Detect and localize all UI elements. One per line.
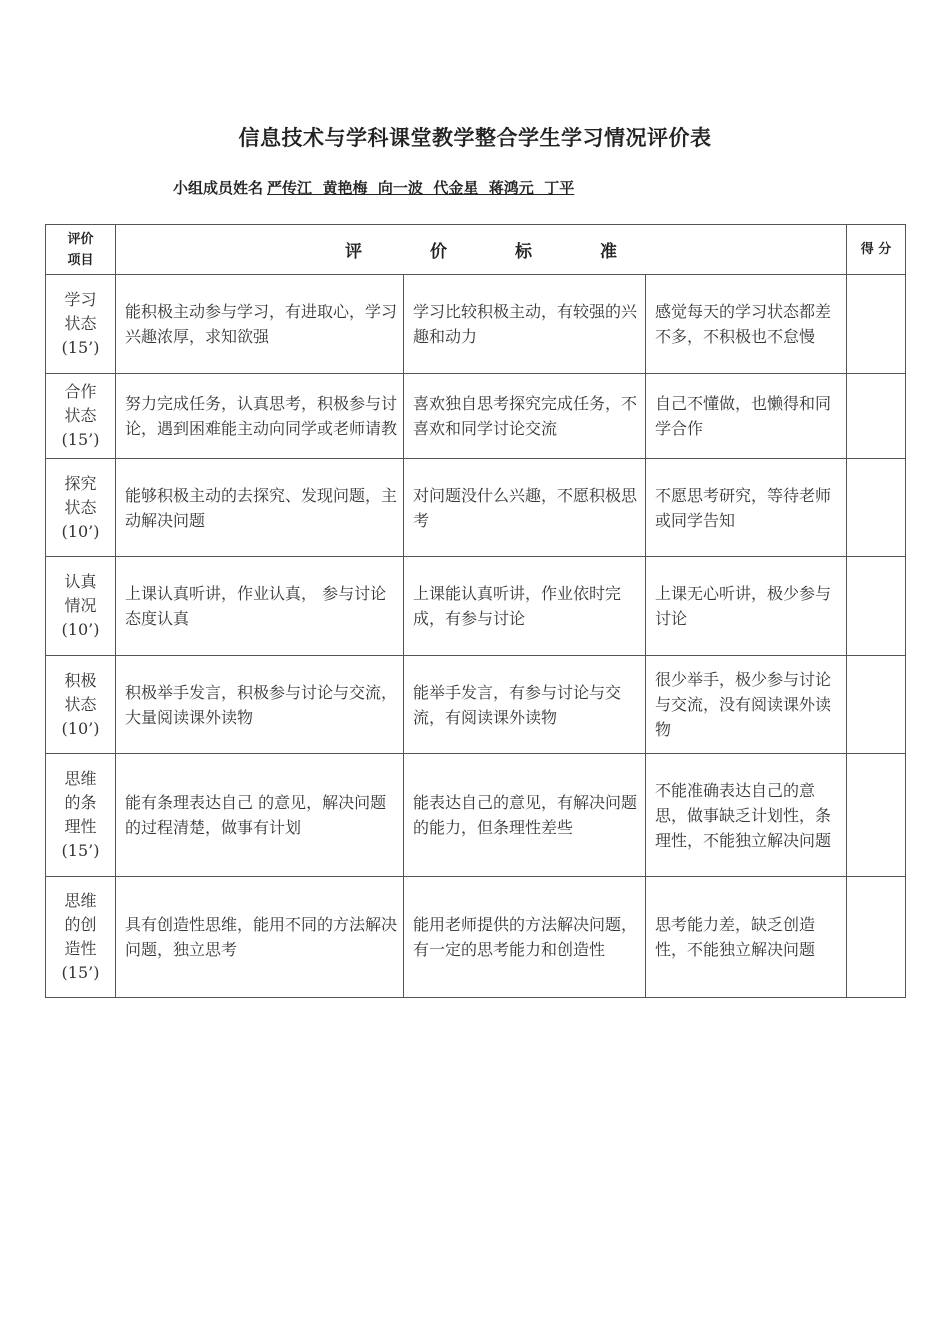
header-score-cell: 得 分 xyxy=(847,225,906,275)
criteria-cell: 能举手发言，有参与讨论与交流，有阅读课外读物 xyxy=(404,656,646,754)
header-standard-char: 评 xyxy=(345,242,363,262)
row-item-line: 思维 xyxy=(64,891,97,910)
row-item-line: 积极 xyxy=(64,670,97,690)
score-cell[interactable] xyxy=(847,754,906,877)
page-title: 信息技术与学科课堂教学整合学生学习情况评价表 xyxy=(238,126,712,150)
table-row xyxy=(46,557,906,656)
criteria-cell: 思考能力差，缺乏创造性，不能独立解决问题 xyxy=(646,877,847,998)
row-item-line: (15’) xyxy=(61,430,100,449)
criteria-cell: 能用老师提供的方法解决问题，有一定的思考能力和创造性 xyxy=(404,877,646,998)
row-item-line: (15’) xyxy=(61,963,100,982)
criteria-cell: 上课无心听讲，极少参与讨论 xyxy=(646,557,847,656)
header-item-line: 项目 xyxy=(67,252,94,268)
row-item-line: 探究 xyxy=(64,473,97,493)
criteria-cell: 喜欢独自思考探究完成任务，不喜欢和同学讨论交流 xyxy=(404,374,646,459)
members-label: 小组成员姓名 xyxy=(173,179,264,197)
row-item-line: 认真 xyxy=(64,572,97,591)
evaluation-table xyxy=(45,224,906,998)
header-standard-char: 价 xyxy=(430,242,448,262)
table-row xyxy=(46,877,906,998)
table-header-row xyxy=(46,225,906,275)
row-item-line: (15’) xyxy=(61,338,100,357)
row-item-cell xyxy=(46,275,116,374)
criteria-cell: 不能准确表达自己的意思，做事缺乏计划性，条理性，不能独立解决问题 xyxy=(646,754,847,877)
header-standard-char: 准 xyxy=(600,242,618,262)
header-standard-cell xyxy=(116,225,847,275)
criteria-cell: 上课能认真听讲，作业依时完成，有参与讨论 xyxy=(404,557,646,656)
criteria-cell: 对问题没什么兴趣，不愿积极思考 xyxy=(404,459,646,557)
table-row xyxy=(46,459,906,557)
row-item-line: 状态 xyxy=(64,314,97,333)
row-item-line: 学习 xyxy=(64,290,97,309)
row-item-cell xyxy=(46,374,116,459)
row-item-line: (10’) xyxy=(61,620,100,639)
criteria-cell: 积极举手发言，积极参与讨论与交流，大量阅读课外读物 xyxy=(116,656,404,754)
score-cell[interactable] xyxy=(847,656,906,754)
row-item-line: 的条 xyxy=(64,793,97,812)
row-item-line: 合作 xyxy=(64,382,97,401)
criteria-cell: 能有条理表达自己 的意见，解决问题的过程清楚，做事有计划 xyxy=(116,754,404,877)
criteria-cell: 不愿思考研究，等待老师或同学告知 xyxy=(646,459,847,557)
row-item-cell xyxy=(46,754,116,877)
row-item-line: (10’) xyxy=(61,521,100,541)
score-cell[interactable] xyxy=(847,459,906,557)
table-row xyxy=(46,275,906,374)
criteria-cell: 能积极主动参与学习，有进取心，学习兴趣浓厚，求知欲强 xyxy=(116,275,404,374)
score-cell[interactable] xyxy=(847,877,906,998)
row-item-line: 状态 xyxy=(64,406,97,425)
row-item-line: 的创 xyxy=(64,915,97,934)
criteria-cell: 学习比较积极主动，有较强的兴趣和动力 xyxy=(404,275,646,374)
table-row xyxy=(46,656,906,754)
score-cell[interactable] xyxy=(847,275,906,374)
row-item-cell xyxy=(46,656,116,754)
row-item-line: 状态 xyxy=(64,497,97,517)
criteria-cell: 上课认真听讲，作业认真， 参与讨论态度认真 xyxy=(116,557,404,656)
criteria-cell: 能表达自己的意见，有解决问题的能力，但条理性差些 xyxy=(404,754,646,877)
row-item-line: 情况 xyxy=(64,596,97,615)
row-item-line: 思维 xyxy=(64,769,97,788)
criteria-cell: 具有创造性思维，能用不同的方法解决问题，独立思考 xyxy=(116,877,404,998)
header-standard-char: 标 xyxy=(515,242,533,262)
criteria-cell: 自己不懂做，也懒得和同学合作 xyxy=(646,374,847,459)
header-item-cell xyxy=(46,225,116,275)
criteria-cell: 很少举手，极少参与讨论与交流，没有阅读课外读物 xyxy=(646,656,847,754)
members-names: 严传江 黄艳梅 向一波 代金星 蒋鸿元 丁平 xyxy=(267,179,575,197)
row-item-cell xyxy=(46,557,116,656)
group-members xyxy=(173,177,592,198)
row-item-line: 理性 xyxy=(64,817,97,836)
table-row xyxy=(46,374,906,459)
row-item-line: 状态 xyxy=(64,694,97,714)
criteria-cell: 能够积极主动的去探究、发现问题，主动解决问题 xyxy=(116,459,404,557)
score-cell[interactable] xyxy=(847,557,906,656)
row-item-line: (10’) xyxy=(61,718,100,738)
row-item-cell xyxy=(46,459,116,557)
score-cell[interactable] xyxy=(847,374,906,459)
criteria-cell: 感觉每天的学习状态都差不多，不积极也不怠慢 xyxy=(646,275,847,374)
criteria-cell: 努力完成任务，认真思考，积极参与讨论，遇到困难能主动向同学或老师请教 xyxy=(116,374,404,459)
table-row xyxy=(46,754,906,877)
row-item-cell xyxy=(46,877,116,998)
row-item-line: 造性 xyxy=(64,939,97,958)
header-item-line: 评价 xyxy=(67,231,94,247)
row-item-line: (15’) xyxy=(61,841,100,860)
